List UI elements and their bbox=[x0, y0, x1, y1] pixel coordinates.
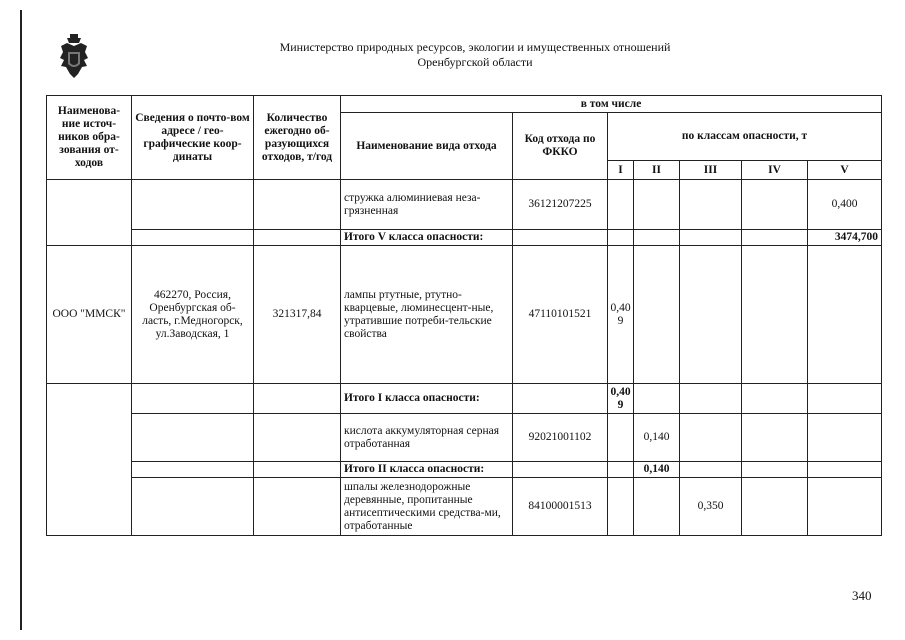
header-address: Сведения о почто-вом адресе / гео-графические коор-динаты bbox=[132, 96, 254, 180]
cell-total-class-1: 0,409 bbox=[608, 384, 634, 414]
table-row-total bbox=[47, 384, 882, 414]
cell-total-label: Итого V класса опасности: bbox=[341, 230, 513, 246]
cell-fkko-code: 47110101521 bbox=[513, 246, 608, 384]
cell-source-empty bbox=[47, 180, 132, 246]
table-row bbox=[47, 246, 882, 384]
table-row bbox=[47, 414, 882, 462]
header-class-4: IV bbox=[742, 161, 808, 180]
table-row bbox=[47, 180, 882, 230]
cell-quantity: 321317,84 bbox=[254, 246, 341, 384]
cell-class-2-value: 0,140 bbox=[634, 414, 680, 462]
cell-fkko-code: 36121207225 bbox=[513, 180, 608, 230]
header-row-1 bbox=[47, 96, 882, 113]
table-row-total bbox=[47, 462, 882, 478]
header-class-3: III bbox=[680, 161, 742, 180]
header-class-1: I bbox=[608, 161, 634, 180]
cell-waste-name: кислота аккумуляторная серная отработанная bbox=[341, 414, 513, 462]
cell-fkko-code: 92021001102 bbox=[513, 414, 608, 462]
cell-total-class-2: 0,140 bbox=[634, 462, 680, 478]
page-left-edge bbox=[20, 10, 22, 630]
cell-total-label: Итого I класса опасности: bbox=[341, 384, 513, 414]
cell-fkko-code: 84100001513 bbox=[513, 478, 608, 536]
header-quantity: Количество ежегодно об-разующихся отходов, т/год bbox=[254, 96, 341, 180]
header-class-2: II bbox=[634, 161, 680, 180]
cell-total-label: Итого II класса опасности: bbox=[341, 462, 513, 478]
ministry-name-line1: Министерство природных ресурсов, экологии и имущественных отношений bbox=[279, 40, 671, 54]
ministry-name-line2: Оренбургской области bbox=[417, 55, 533, 69]
table-row bbox=[47, 478, 882, 536]
header-by-class: по классам опасности, т bbox=[608, 113, 882, 161]
cell-waste-name: шпалы железнодорожные деревянные, пропитанные антисептическими средства-ми, отработанные bbox=[341, 478, 513, 536]
header-class-5: V bbox=[808, 161, 882, 180]
ministry-header bbox=[200, 40, 750, 70]
cell-class-1-value: 0,409 bbox=[608, 246, 634, 384]
cell-class-3-value: 0,350 bbox=[680, 478, 742, 536]
header-fkko-code: Код отхода по ФККО bbox=[513, 113, 608, 180]
orenburg-coat-of-arms-icon bbox=[58, 34, 90, 80]
page-number: 340 bbox=[852, 588, 872, 603]
header-source: Наименова-ние источ-ников обра-зования от-ходов bbox=[47, 96, 132, 180]
cell-waste-name: лампы ртутные, ртутно-кварцевые, люминесцент-ные, утратившие потреби-тельские свойства bbox=[341, 246, 513, 384]
cell-waste-name: стружка алюминиевая неза-грязненная bbox=[341, 180, 513, 230]
cell-organization: ООО "ММСК" bbox=[47, 246, 132, 384]
cell-total-class-5: 3474,700 bbox=[808, 230, 882, 246]
table-row-total bbox=[47, 230, 882, 246]
cell-address: 462270, Россия, Оренбургская об-ласть, г.Медногорск, ул.Заводская, 1 bbox=[132, 246, 254, 384]
cell-class-5-value: 0,400 bbox=[808, 180, 882, 230]
header-including: в том числе bbox=[341, 96, 882, 113]
cell-source-empty bbox=[47, 384, 132, 536]
waste-table bbox=[46, 95, 882, 536]
header-waste-name: Наименование вида отхода bbox=[341, 113, 513, 180]
